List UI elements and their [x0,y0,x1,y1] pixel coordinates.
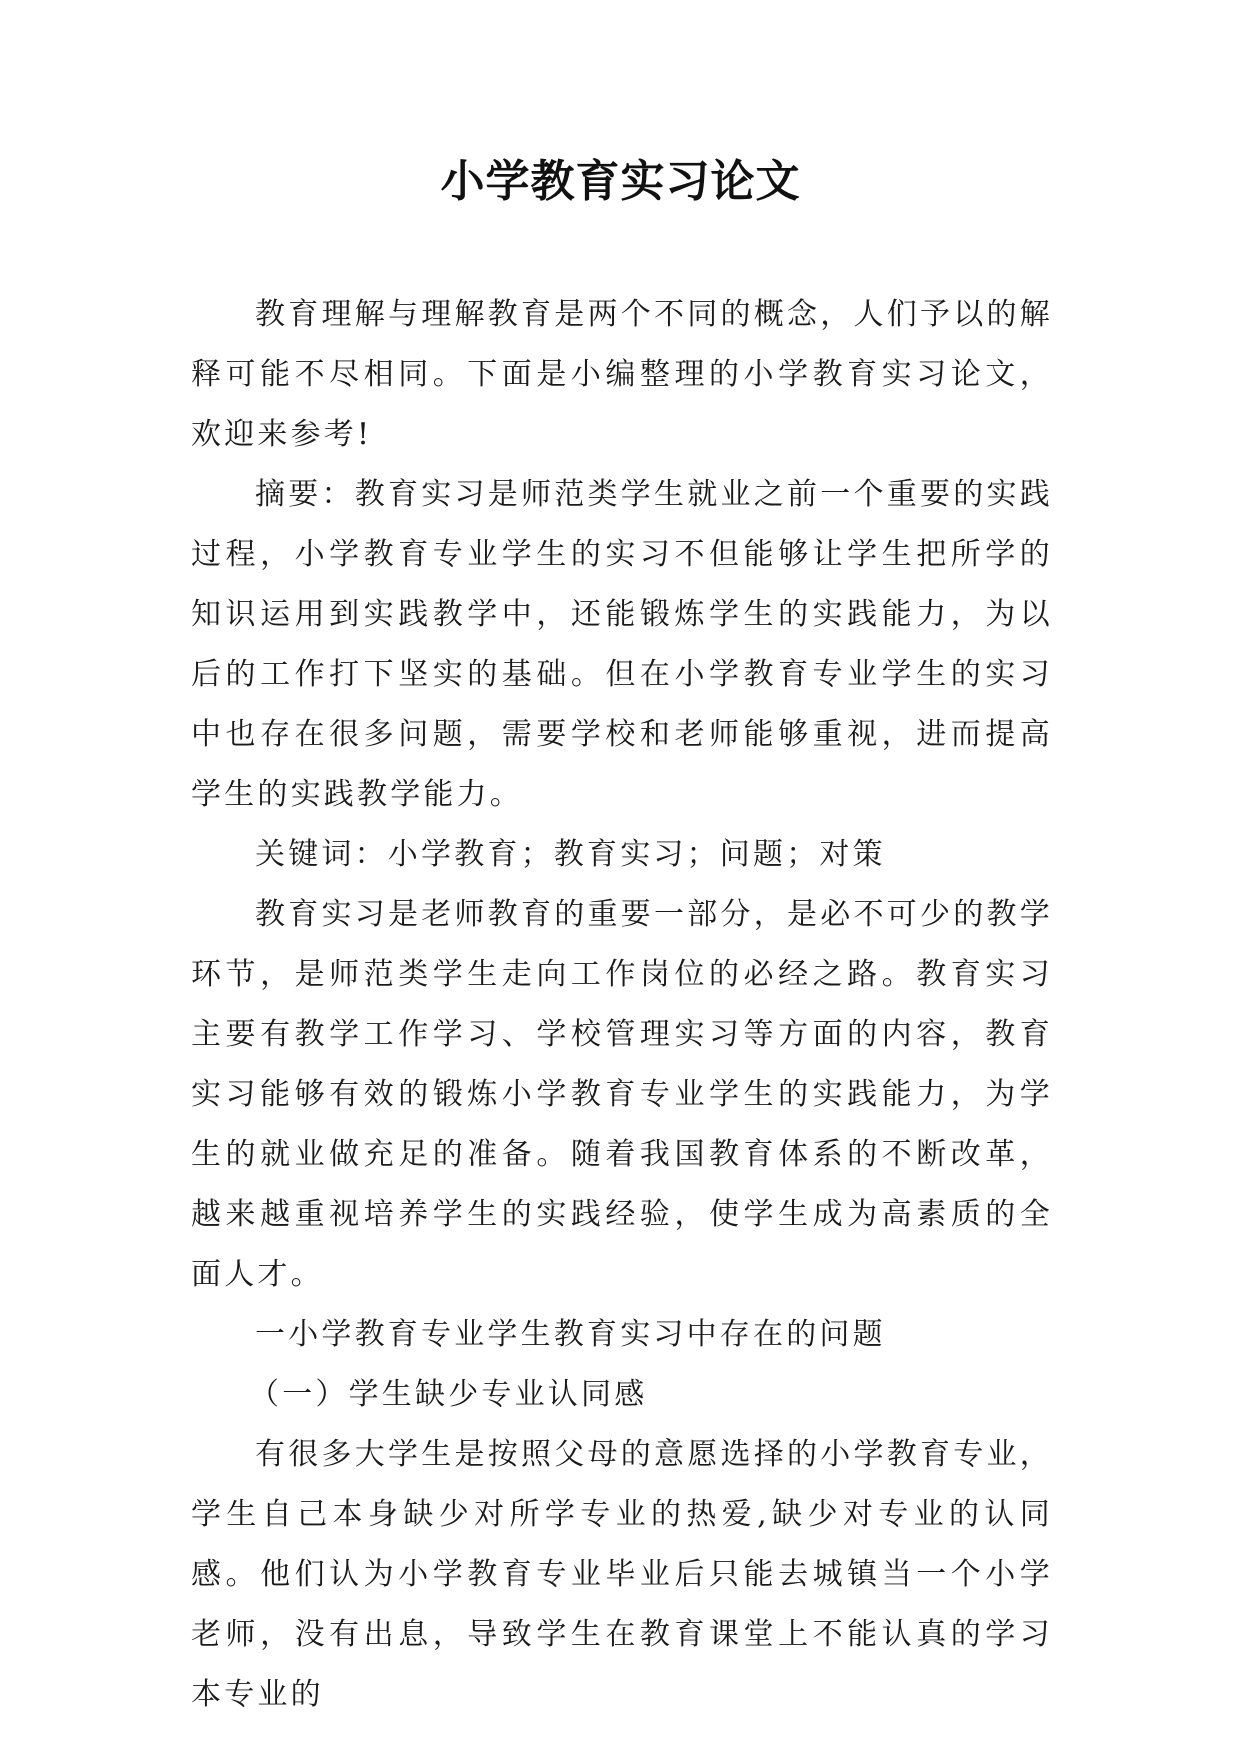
intro-paragraph: 教育理解与理解教育是两个不同的概念，人们予以的解释可能不尽相同。下面是小编整理的小学教育实习论文，欢迎来参考! [191,297,1053,452]
abstract-paragraph: 摘要：教育实习是师范类学生就业之前一个重要的实践过程，小学教育专业学生的实习不但能够让学生把所学的知识运用到实践教学中，还能锻炼学生的实践能力，为以后的工作打下坚实的基础。但在小学教育专业学生的实习中也存在很多问题，需要学校和老师能够重视，进而提高学生的实践教学能力。 [191,477,1053,812]
document-body [191,285,1053,1725]
keywords-paragraph: 关键词：小学教育；教育实习；问题；对策 [255,837,886,872]
body-paragraph: 有很多大学生是按照父母的意愿选择的小学教育专业，学生自己本身缺少对所学专业的热爱,缺少对专业的认同感。他们认为小学教育专业毕业后只能去城镇当一个小学老师，没有出息，导致学生在教育课堂上不能认真的学习本专业的 [191,1437,1053,1712]
subsection-heading: （一）学生缺少专业认同感 [249,1377,648,1412]
body-paragraph: 教育实习是老师教育的重要一部分，是必不可少的教学环节，是师范类学生走向工作岗位的必经之路。教育实习主要有教学工作学习、学校管理实习等方面的内容，教育实习能够有效的锻炼小学教育专业学生的实践能力，为学生的就业做充足的准备。随着我国教育体系的不断改革，越来越重视培养学生的实践经验，使学生成为高素质的全面人才。 [191,897,1053,1292]
document-title: 小学教育实习论文 [440,156,801,207]
section-heading: 一小学教育专业学生教育实习中存在的问题 [255,1317,886,1352]
